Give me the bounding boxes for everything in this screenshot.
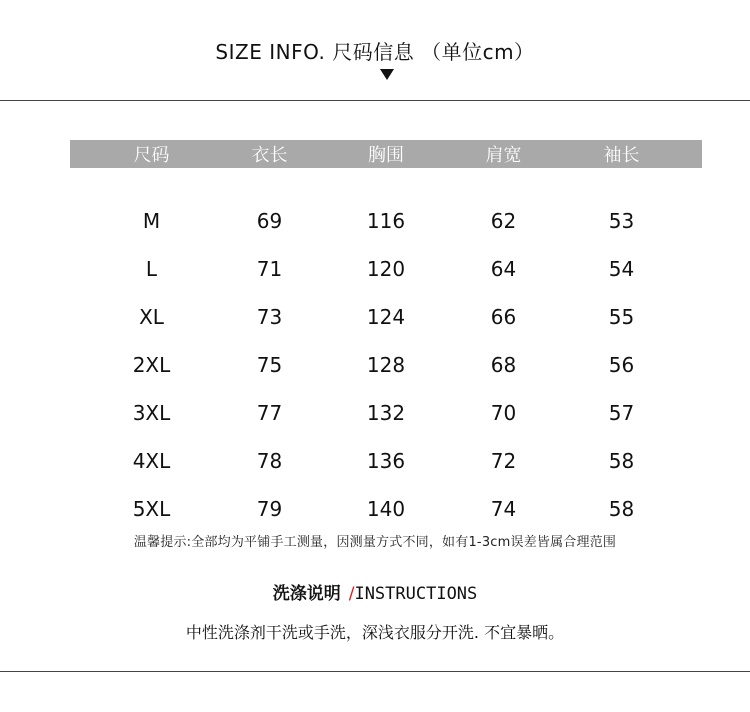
care-instructions-title	[0, 579, 750, 604]
table-cell: 68	[490, 353, 517, 377]
care-title-en: INSTRUCTIONS	[354, 584, 478, 604]
measurement-note: 温馨提示:全部均为平铺手工测量，因测量方式不同，如有1-3cm误差皆属合理范围	[133, 535, 617, 550]
table-row	[70, 245, 702, 293]
table-cell: 136	[366, 449, 406, 473]
table-cell: 120	[366, 257, 406, 281]
table-cell: 66	[490, 305, 517, 329]
table-cell: 55	[608, 305, 635, 329]
table-cell: 4XL	[132, 449, 171, 473]
table-cell: 116	[366, 209, 406, 233]
table-cell: 71	[256, 257, 283, 281]
table-cell: 56	[608, 353, 635, 377]
table-cell: 2XL	[132, 353, 171, 377]
table-row	[70, 293, 702, 341]
column-header-shoulder: 肩宽	[485, 145, 522, 166]
table-cell: 53	[608, 209, 635, 233]
table-cell: 57	[608, 401, 635, 425]
table-cell: 128	[366, 353, 406, 377]
size-table	[70, 140, 702, 533]
table-cell: 69	[256, 209, 283, 233]
table-row	[70, 485, 702, 533]
table-cell: 75	[256, 353, 283, 377]
table-row	[70, 341, 702, 389]
table-cell: 79	[256, 497, 283, 521]
table-cell: 132	[366, 401, 406, 425]
table-cell: 70	[490, 401, 517, 425]
table-row	[70, 389, 702, 437]
table-cell: 77	[256, 401, 283, 425]
column-header-chest: 胸围	[368, 145, 404, 166]
table-cell: 58	[608, 497, 635, 521]
page-title: SIZE INFO. 尺码信息 （单位cm）	[215, 40, 535, 64]
bottom-divider	[0, 671, 750, 672]
column-header-length: 衣长	[251, 145, 288, 166]
table-cell: 58	[608, 449, 635, 473]
table-cell: 54	[608, 257, 635, 281]
top-divider	[0, 100, 750, 101]
table-row	[70, 197, 702, 245]
down-arrow-icon	[380, 69, 394, 80]
table-cell: 64	[490, 257, 517, 281]
table-body	[70, 197, 702, 533]
table-cell: 5XL	[132, 497, 171, 521]
table-cell: 72	[490, 449, 517, 473]
table-row	[70, 437, 702, 485]
column-header-sleeve: 袖长	[603, 145, 640, 166]
care-title-slash: /	[348, 584, 355, 604]
table-cell: XL	[139, 305, 164, 329]
table-cell: 3XL	[132, 401, 171, 425]
table-cell: 74	[490, 497, 517, 521]
table-header	[70, 140, 702, 168]
table-cell: 62	[490, 209, 517, 233]
table-cell: M	[142, 209, 161, 233]
column-header-size: 尺码	[133, 145, 170, 166]
table-cell: 78	[256, 449, 283, 473]
table-cell: 124	[366, 305, 406, 329]
table-cell: L	[145, 257, 158, 281]
table-cell: 73	[256, 305, 283, 329]
care-instructions-text: 中性洗涤剂干洗或手洗，深浅衣服分开洗. 不宜暴晒。	[185, 623, 565, 642]
care-title-cn: 洗涤说明	[272, 584, 341, 604]
table-cell: 140	[366, 497, 406, 521]
